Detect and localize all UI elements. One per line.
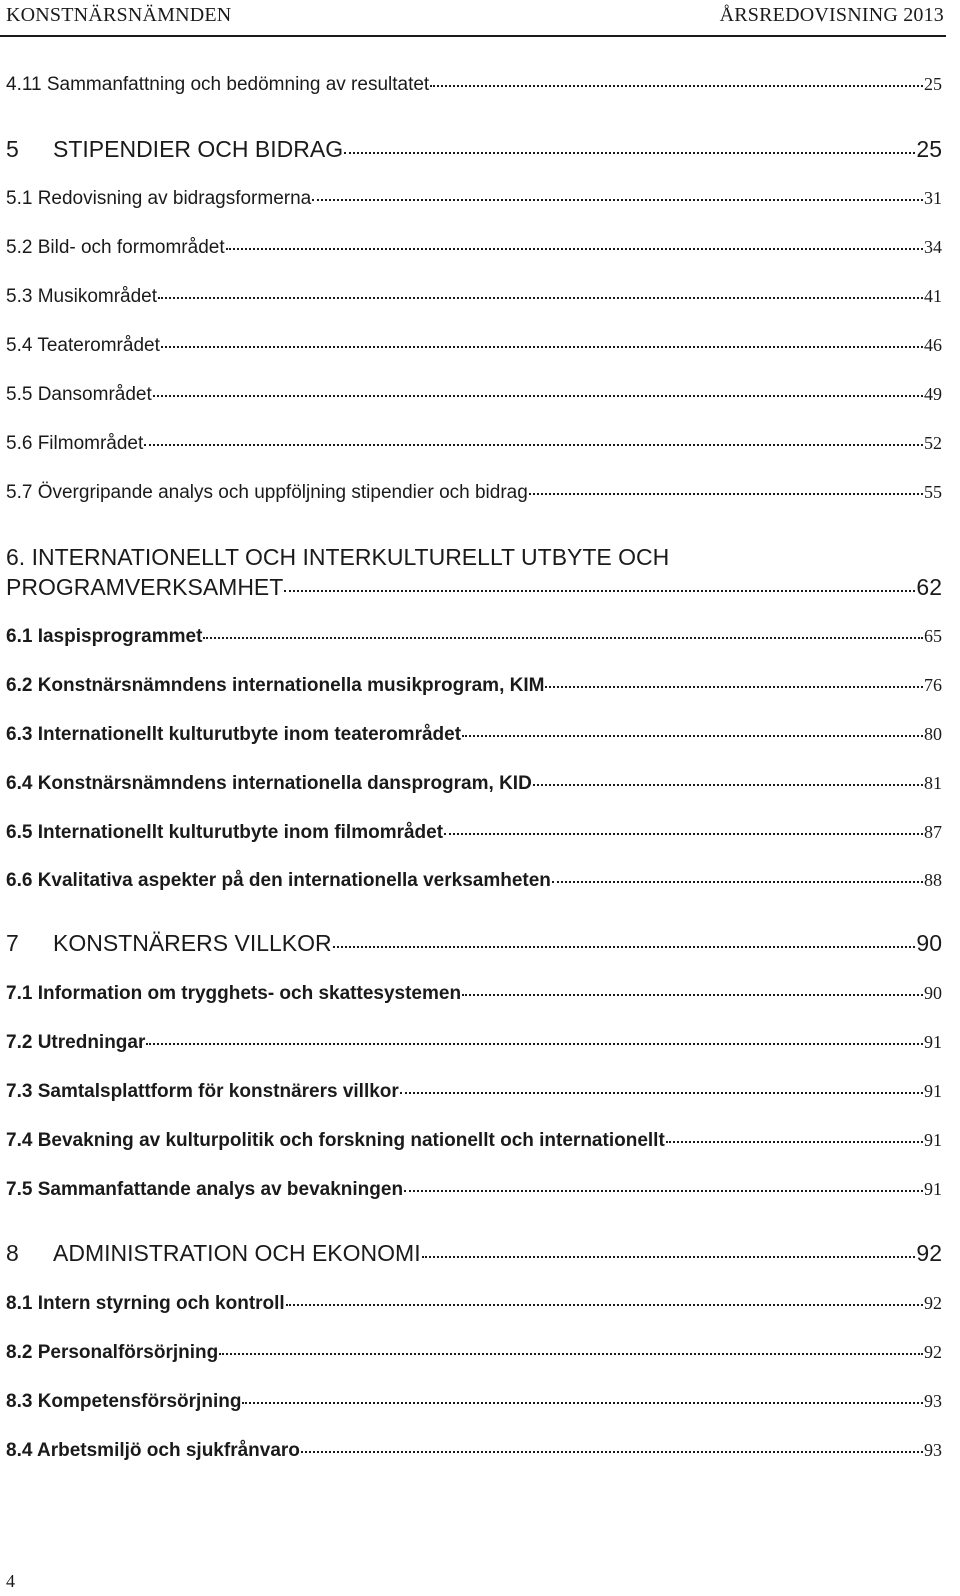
toc-page-number: 34 <box>924 237 942 257</box>
toc-page-number: 76 <box>924 675 942 695</box>
toc-page-number: 65 <box>924 626 942 646</box>
toc-page-number: 90 <box>916 930 942 956</box>
dot-leader <box>430 85 923 87</box>
toc-entry-7-2[interactable]: 7.2 Utredningar 91 <box>6 1032 942 1053</box>
toc-page-number: 52 <box>924 433 942 453</box>
dot-leader <box>666 1141 923 1143</box>
toc-page-number: 93 <box>924 1440 942 1460</box>
dot-leader <box>462 735 923 737</box>
dot-leader <box>284 590 915 592</box>
dot-leader <box>552 881 923 883</box>
dot-leader <box>161 346 923 348</box>
toc-page-number: 81 <box>924 773 942 793</box>
toc-entry-7-1[interactable]: 7.1 Information om trygghets- och skattesystemen 90 <box>6 983 942 1004</box>
toc-page-number: 93 <box>924 1391 942 1411</box>
dot-leader <box>462 994 923 996</box>
toc-page-number: 91 <box>924 1032 942 1052</box>
dot-leader <box>158 297 923 299</box>
toc-entry-5-4[interactable]: 5.4 Teaterområdet 46 <box>6 335 942 356</box>
toc-page-number: 41 <box>924 286 942 306</box>
dot-leader <box>286 1304 923 1306</box>
toc-chapter-6[interactable]: PROGRAMVERKSAMHET 62 <box>6 574 942 600</box>
toc-entry-7-3[interactable]: 7.3 Samtalsplattform för konstnärers villkor 91 <box>6 1081 942 1102</box>
toc-chapter-6-line-1[interactable]: 6. INTERNATIONELLT OCH INTERKULTURELLT UTBYTE OCH <box>6 544 670 570</box>
toc-entry-8-1[interactable]: 8.1 Intern styrning och kontroll 92 <box>6 1293 942 1314</box>
dot-leader <box>242 1402 923 1404</box>
toc-entry-5-5[interactable]: 5.5 Dansområdet 49 <box>6 384 942 405</box>
dot-leader <box>219 1353 923 1355</box>
dot-leader <box>153 395 923 397</box>
toc-entry-5-1[interactable]: 5.1 Redovisning av bidragsformerna 31 <box>6 188 942 209</box>
dot-leader <box>533 784 923 786</box>
toc-chapter-5[interactable]: 5 STIPENDIER OCH BIDRAG 25 <box>6 136 942 162</box>
header-report-title: ÅRSREDOVISNING 2013 <box>719 4 944 26</box>
toc-page-number: 80 <box>924 724 942 744</box>
toc-page-number: 88 <box>924 870 942 890</box>
dot-leader <box>529 493 923 495</box>
toc-entry-6-5[interactable]: 6.5 Internationellt kulturutbyte inom filmområdet 87 <box>6 822 942 843</box>
toc-page-number: 49 <box>924 384 942 404</box>
dot-leader <box>226 248 923 250</box>
toc-entry-6-6[interactable]: 6.6 Kvalitativa aspekter på den internationella verksamheten 88 <box>6 870 942 891</box>
toc-entry-5-2[interactable]: 5.2 Bild- och formområdet 34 <box>6 237 942 258</box>
toc-page-number: 91 <box>924 1179 942 1199</box>
footer-page-number: 4 <box>6 1571 15 1591</box>
toc-entry-6-2[interactable]: 6.2 Konstnärsnämndens internationella musikprogram, KIM 76 <box>6 675 942 696</box>
toc-page-number: 46 <box>924 335 942 355</box>
toc-page-number: 62 <box>916 574 942 600</box>
toc-entry-6-3[interactable]: 6.3 Internationellt kulturutbyte inom teaterområdet 80 <box>6 724 942 745</box>
dot-leader <box>422 1256 916 1258</box>
toc-entry-5-7[interactable]: 5.7 Övergripande analys och uppföljning stipendier och bidrag 55 <box>6 482 942 503</box>
dot-leader <box>545 686 923 688</box>
dot-leader <box>312 199 923 201</box>
toc-page-number: 91 <box>924 1081 942 1101</box>
dot-leader <box>144 444 923 446</box>
toc-page-number: 31 <box>924 188 942 208</box>
dot-leader <box>146 1043 923 1045</box>
toc-entry-8-3[interactable]: 8.3 Kompetensförsörjning 93 <box>6 1391 942 1412</box>
toc-entry-5-3[interactable]: 5.3 Musikområdet 41 <box>6 286 942 307</box>
toc-entry-8-2[interactable]: 8.2 Personalförsörjning 92 <box>6 1342 942 1363</box>
dot-leader <box>301 1451 923 1453</box>
toc-entry-6-4[interactable]: 6.4 Konstnärsnämndens internationella dansprogram, KID 81 <box>6 773 942 794</box>
toc-chapter-7[interactable]: 7 KONSTNÄRERS VILLKOR 90 <box>6 930 942 956</box>
toc-page-number: 92 <box>916 1240 942 1266</box>
toc-page-number: 91 <box>924 1130 942 1150</box>
toc-entry-4-11[interactable]: 4.11 Sammanfattning och bedömning av resultatet 25 <box>6 74 942 95</box>
toc-entry-6-1[interactable]: 6.1 Iaspisprogrammet 65 <box>6 626 942 647</box>
dot-leader <box>333 946 916 948</box>
dot-leader <box>404 1190 923 1192</box>
header-organization: KONSTNÄRSNÄMNDEN <box>6 4 232 26</box>
toc-page-number: 25 <box>924 74 942 94</box>
toc-chapter-8[interactable]: 8 ADMINISTRATION OCH EKONOMI 92 <box>6 1240 942 1266</box>
dot-leader <box>203 637 923 639</box>
dot-leader <box>444 833 923 835</box>
toc-entry-7-5[interactable]: 7.5 Sammanfattande analys av bevakningen 91 <box>6 1179 942 1200</box>
toc-page-number: 25 <box>916 136 942 162</box>
dot-leader <box>400 1092 923 1094</box>
toc-entry-7-4[interactable]: 7.4 Bevakning av kulturpolitik och forskning nationellt och internationellt 91 <box>6 1130 942 1151</box>
dot-leader <box>344 152 915 154</box>
toc-page-number: 92 <box>924 1342 942 1362</box>
toc-entry-5-6[interactable]: 5.6 Filmområdet 52 <box>6 433 942 454</box>
toc-page-number: 92 <box>924 1293 942 1313</box>
toc-page-number: 55 <box>924 482 942 502</box>
toc-page-number: 87 <box>924 822 942 842</box>
toc-entry-8-4[interactable]: 8.4 Arbetsmiljö och sjukfrånvaro 93 <box>6 1440 942 1461</box>
toc-page-number: 90 <box>924 983 942 1003</box>
